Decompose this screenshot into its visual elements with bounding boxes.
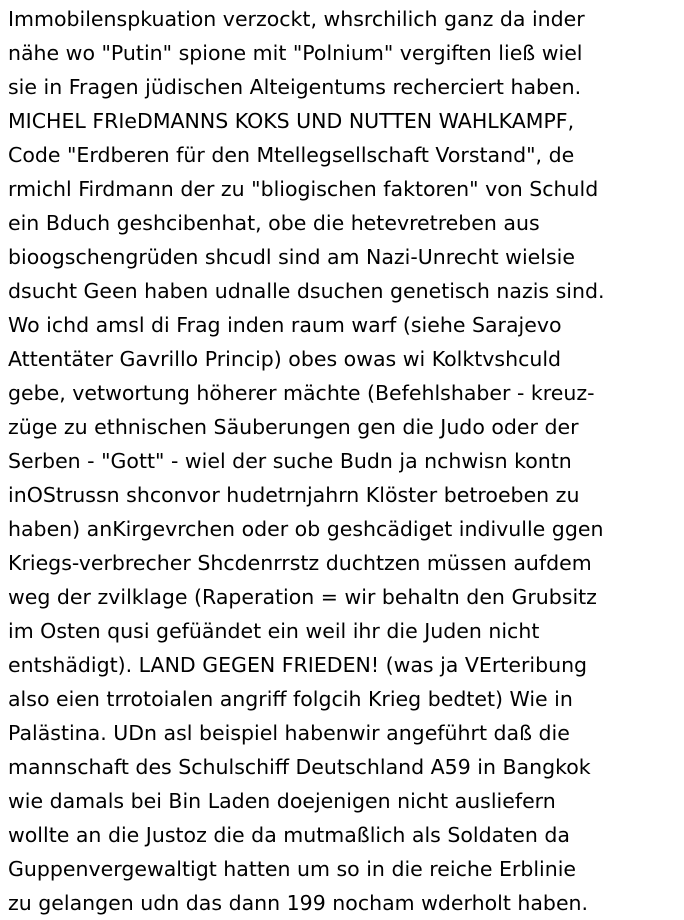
text-line: rmichl Firdmann der zu "bliogischen faktoren" von Schuld <box>8 177 599 201</box>
text-line: gebe, vetwortung höherer mächte (Befehlshaber - kreuz- <box>8 381 595 405</box>
text-line: nähe wo "Putin" spione mit "Polnium" vergiften ließ wiel <box>8 41 583 65</box>
text-line: also eien trrotoialen angriff folgcih Krieg bedtet) Wie in <box>8 687 573 711</box>
text-line: ein Bduch geshcibenhat, obe die hetevretreben aus <box>8 211 540 235</box>
text-line: sie in Fragen jüdischen Alteigentums recherciert haben. <box>8 75 582 99</box>
text-line: entshädigt). LAND GEGEN FRIEDEN! (was ja VErteribung <box>8 653 588 677</box>
text-line: züge zu ethnischen Säuberungen gen die Judo oder der <box>8 415 579 439</box>
text-line: Immobilenspkuation verzockt, whsrchilich ganz da inder <box>8 7 585 31</box>
text-line: wollte an die Justoz die da mutmaßlich als Soldaten da <box>8 823 570 847</box>
text-line: mannschaft des Schulschiff Deutschland A59 in Bangkok <box>8 755 591 779</box>
text-line: MICHEL FRIeDMANNS KOKS UND NUTTEN WAHLKAMPF, <box>8 109 575 133</box>
text-line: Code "Erdberen für den Mtellegsellschaft Vorstand", de <box>8 143 575 167</box>
text-line: Guppenvergewaltigt hatten um so in die reiche Erblinie <box>8 857 577 881</box>
text-line: Kriegs-verbrecher Shcdenrrstz duchtzen müssen aufdem <box>8 551 592 575</box>
text-line: Serben - "Gott" - wiel der suche Budn ja nchwisn kontn <box>8 449 572 473</box>
text-line: inOStrussn shconvor hudetrnjahrn Klöster betroeben zu <box>8 483 580 507</box>
text-line: Attentäter Gavrillo Princip) obes owas wi Kolktvshculd <box>8 347 562 371</box>
text-line: wie damals bei Bin Laden doejenigen nicht ausliefern <box>8 789 556 813</box>
text-line: Wo ichd amsl di Frag inden raum warf (siehe Sarajevo <box>8 313 562 337</box>
text-line: weg der zvilklage (Raperation = wir behaltn den Grubsitz <box>8 585 597 609</box>
text-line: Palästina. UDn asl beispiel habenwir angeführt daß die <box>8 721 570 745</box>
text-line: haben) anKirgevrchen oder ob geshcädiget indivulle ggen <box>8 517 604 541</box>
text-line: im Osten qusi gefüändet ein weil ihr die Juden nicht <box>8 619 540 643</box>
text-line: dsucht Geen haben udnalle dsuchen genetisch nazis sind. <box>8 279 605 303</box>
text-line: bioogschengrüden shcudl sind am Nazi-Unrecht wielsie <box>8 245 575 269</box>
text-line: zu gelangen udn das dann 199 nocham wderholt haben. <box>8 891 589 915</box>
